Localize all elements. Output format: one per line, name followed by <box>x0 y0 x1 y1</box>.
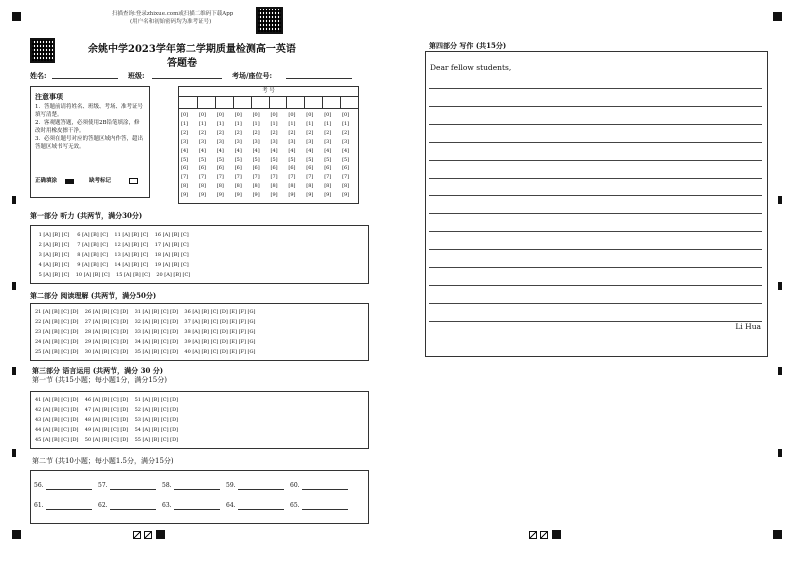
exam-digit-bubble[interactable]: [5] <box>306 156 314 163</box>
exam-digit-bubble[interactable]: [0] <box>234 112 242 118</box>
alignment-mark <box>778 367 782 375</box>
exam-digit-bubble[interactable]: [8] <box>181 183 189 190</box>
writing-line <box>429 321 762 322</box>
blank-answer-field[interactable] <box>174 489 220 490</box>
class-field[interactable] <box>152 78 222 79</box>
page-subtitle: 答题卷 <box>167 58 197 69</box>
part3-blanks-box <box>30 470 369 524</box>
exam-digit-bubble[interactable]: [2] <box>252 129 260 136</box>
correct-fill-label: 正确填涂 <box>35 178 58 184</box>
notes-item: 2．客观题答题，必须使用2B铅笔填涂，修改时用橡皮擦干净。 <box>35 120 140 134</box>
exam-digit-bubble[interactable]: [9] <box>234 192 242 199</box>
grid-column-divider <box>286 96 287 108</box>
writing-line <box>429 160 762 161</box>
writing-line <box>429 249 762 250</box>
exam-digit-bubble[interactable]: [0] <box>181 112 189 118</box>
exam-digit-bubble[interactable]: [5] <box>324 156 332 163</box>
exam-digit-bubble[interactable]: [6] <box>342 165 350 172</box>
page-mark-filled <box>156 530 165 539</box>
page-marker-right <box>529 530 561 539</box>
part3-section1: 第一节 (共15小题；每小题1分，满分15分) <box>32 376 167 384</box>
exam-digit-bubble[interactable]: [2] <box>324 129 332 136</box>
notes-item: 3．必须在题号对应的答题区域内作答，超出答题区域书写无效。 <box>35 136 144 150</box>
writing-line <box>429 124 762 125</box>
exam-digit-bubble[interactable]: [9] <box>306 192 314 199</box>
exam-digit-bubble[interactable]: [0] <box>252 112 260 118</box>
blank-answer-field[interactable] <box>174 509 220 510</box>
answer-row[interactable]: 45 [A] [B] [C] [D] 50 [A] [B] [C] [D] 55 [A] [B] [C] [D] <box>35 437 179 443</box>
exam-digit-bubble[interactable]: [7] <box>342 174 350 181</box>
blank-number: 59. <box>226 482 236 489</box>
part1-answer-box <box>30 225 369 284</box>
exam-digit-bubble[interactable]: [7] <box>198 174 206 181</box>
exam-digit-bubble[interactable]: [0] <box>306 112 314 118</box>
writing-greeting: Dear fellow students, <box>430 63 512 72</box>
blank-number: 61. <box>34 502 44 509</box>
exam-digit-bubble[interactable]: [5] <box>342 156 350 163</box>
exam-digit-bubble[interactable]: [7] <box>252 174 260 181</box>
blank-number: 62. <box>98 502 108 509</box>
exam-digit-bubble[interactable]: [7] <box>270 174 278 181</box>
filled-sample-icon <box>65 179 74 184</box>
grid-column-divider <box>269 96 270 108</box>
exam-digit-bubble[interactable]: [7] <box>306 174 314 181</box>
blank-answer-field[interactable] <box>46 489 92 490</box>
exam-digit-bubble[interactable]: [8] <box>342 183 350 190</box>
exam-number-grid <box>178 86 359 204</box>
exam-digit-bubble[interactable]: [3] <box>324 138 332 145</box>
part2-title: 第二部分 阅读理解 (共两节，满分50分) <box>30 291 157 300</box>
page-check-icon <box>529 531 537 539</box>
exam-digit-bubble[interactable]: [4] <box>288 147 296 154</box>
writing-line <box>429 231 762 232</box>
alignment-mark <box>778 196 782 204</box>
exam-digit-bubble[interactable]: [1] <box>270 120 278 127</box>
exam-digit-bubble[interactable]: [3] <box>252 138 260 145</box>
part2-answer-box <box>30 303 369 361</box>
exam-digit-bubble[interactable]: [8] <box>288 183 296 190</box>
writing-signature: Li Hua <box>735 322 761 331</box>
exam-digit-bubble[interactable]: [2] <box>342 129 350 136</box>
exam-digit-bubble[interactable]: [5] <box>270 156 278 163</box>
alignment-mark <box>778 282 782 290</box>
grid-column-divider <box>197 96 198 108</box>
writing-line <box>429 88 762 89</box>
blank-answer-field[interactable] <box>46 509 92 510</box>
exam-digit-bubble[interactable]: [0] <box>342 112 350 118</box>
notes-item: 1．答题前请将姓名、班级、考场、准考证号填写清楚。 <box>35 104 144 118</box>
blank-number: 63. <box>162 502 172 509</box>
exam-digit-bubble[interactable]: [3] <box>198 138 206 145</box>
writing-line <box>429 195 762 196</box>
answer-row[interactable]: 3 [A] [B] [C] 8 [A] [B] [C] 13 [A] [B] [C] 18 [A] [B] [C] <box>37 252 189 258</box>
part1-title: 第一部分 听力 (共两节，满分30分) <box>30 211 143 220</box>
alignment-mark <box>12 449 16 457</box>
exam-digit-bubble[interactable]: [8] <box>252 183 260 190</box>
grid-column-divider <box>304 96 305 108</box>
exam-digit-bubble[interactable]: [5] <box>181 156 189 163</box>
notes-box <box>30 86 150 198</box>
exam-digit-bubble[interactable]: [9] <box>270 192 278 199</box>
writing-line <box>429 285 762 286</box>
exam-digit-bubble[interactable]: [3] <box>181 138 189 145</box>
answer-row[interactable]: 43 [A] [B] [C] [D] 48 [A] [B] [C] [D] 53 [A] [B] [C] [D] <box>35 417 179 423</box>
alignment-mark <box>12 196 16 204</box>
exam-digit-bubble[interactable]: [8] <box>234 183 242 190</box>
absent-mark-checkbox[interactable] <box>129 178 138 184</box>
seat-label: 考场/座位号: <box>232 71 273 80</box>
blank-answer-field[interactable] <box>302 509 348 510</box>
exam-digit-bubble[interactable]: [1] <box>324 120 332 127</box>
exam-digit-bubble[interactable]: [2] <box>270 129 278 136</box>
exam-digit-bubble[interactable]: [6] <box>306 165 314 172</box>
exam-digit-bubble[interactable]: [4] <box>234 147 242 154</box>
blank-number: 65. <box>290 502 300 509</box>
exam-digit-bubble[interactable]: [6] <box>288 165 296 172</box>
blank-number: 64. <box>226 502 236 509</box>
exam-digit-bubble[interactable]: [2] <box>288 129 296 136</box>
exam-digit-bubble[interactable]: [6] <box>324 165 332 172</box>
exam-digit-bubble[interactable]: [9] <box>198 192 206 199</box>
writing-line <box>429 213 762 214</box>
blank-answer-field[interactable] <box>238 489 284 490</box>
notes-title: 注意事项 <box>35 92 63 101</box>
alignment-mark <box>778 449 782 457</box>
exam-digit-bubble[interactable]: [6] <box>234 165 242 172</box>
exam-digit-bubble[interactable]: [2] <box>306 129 314 136</box>
blank-number: 57. <box>98 482 108 489</box>
exam-digit-bubble[interactable]: [2] <box>216 129 224 136</box>
class-label: 班级: <box>128 71 145 80</box>
answer-row[interactable]: 24 [A] [B] [C] [D] 29 [A] [B] [C] [D] 34 [A] [B] [C] [D] 39 [A] [B] [C] [D] [E] [F] [G] <box>35 339 256 345</box>
writing-line <box>429 303 762 304</box>
exam-digit-bubble[interactable]: [0] <box>324 112 332 118</box>
exam-digit-bubble[interactable]: [6] <box>181 165 189 172</box>
writing-line <box>429 267 762 268</box>
answer-row[interactable]: 22 [A] [B] [C] [D] 27 [A] [B] [C] [D] 32 [A] [B] [C] [D] 37 [A] [B] [C] [D] [E] [F] [G] <box>35 319 256 325</box>
alignment-mark <box>773 12 782 21</box>
grid-column-divider <box>322 96 323 108</box>
exam-digit-bubble[interactable]: [1] <box>234 120 242 127</box>
exam-digit-bubble[interactable]: [7] <box>288 174 296 181</box>
exam-digit-bubble[interactable]: [7] <box>324 174 332 181</box>
exam-digit-bubble[interactable]: [8] <box>306 183 314 190</box>
blank-answer-field[interactable] <box>110 509 156 510</box>
blank-answer-field[interactable] <box>238 509 284 510</box>
name-label: 姓名: <box>30 71 47 80</box>
exam-digit-bubble[interactable]: [5] <box>216 156 224 163</box>
part3-section2: 第二节 (共10小题；每小题1.5分，满分15分) <box>32 457 174 465</box>
exam-digit-bubble[interactable]: [9] <box>181 192 189 199</box>
exam-digit-bubble[interactable]: [8] <box>198 183 206 190</box>
answer-row[interactable]: 41 [A] [B] [C] [D] 46 [A] [B] [C] [D] 51 [A] [B] [C] [D] <box>35 397 179 403</box>
page-title: 余姚中学2023学年第二学期质量检测高一英语 <box>88 44 296 55</box>
exam-digit-bubble[interactable]: [0] <box>198 112 206 118</box>
exam-digit-bubble[interactable]: [5] <box>198 156 206 163</box>
grid-column-divider <box>251 96 252 108</box>
alignment-mark <box>12 12 21 21</box>
blank-answer-field[interactable] <box>110 489 156 490</box>
scan-note-sub: (用户名和初始密码均为准考证号) <box>130 19 212 25</box>
answer-row[interactable]: 1 [A] [B] [C] 6 [A] [B] [C] 11 [A] [B] [C] 16 [A] [B] [C] <box>37 232 189 238</box>
answer-row[interactable]: 4 [A] [B] [C] 9 [A] [B] [C] 14 [A] [B] [C] 19 [A] [B] [C] <box>37 262 189 268</box>
exam-digit-bubble[interactable]: [0] <box>216 112 224 118</box>
exam-digit-bubble[interactable]: [1] <box>216 120 224 127</box>
exam-digit-bubble[interactable]: [3] <box>306 138 314 145</box>
answer-row[interactable]: 21 [A] [B] [C] [D] 26 [A] [B] [C] [D] 31 [A] [B] [C] [D] 36 [A] [B] [C] [D] [E] [F] [G] <box>35 309 256 315</box>
blank-answer-field[interactable] <box>302 489 348 490</box>
alignment-mark <box>12 367 16 375</box>
scan-note: 扫描查询:登录zhixue.com或扫描二维码下载App <box>112 11 234 17</box>
seat-field[interactable] <box>286 78 352 79</box>
exam-digit-bubble[interactable]: [7] <box>181 174 189 181</box>
page-check-icon <box>540 531 548 539</box>
exam-digit-bubble[interactable]: [6] <box>252 165 260 172</box>
qr-code-icon <box>30 38 55 63</box>
writing-box[interactable] <box>425 51 768 357</box>
exam-digit-bubble[interactable]: [0] <box>270 112 278 118</box>
exam-digit-bubble[interactable]: [1] <box>252 120 260 127</box>
answer-row[interactable]: 23 [A] [B] [C] [D] 28 [A] [B] [C] [D] 33 [A] [B] [C] [D] 38 [A] [B] [C] [D] [E] [F] [G] <box>35 329 256 335</box>
exam-digit-bubble[interactable]: [4] <box>342 147 350 154</box>
page-marker-left <box>133 530 165 539</box>
part4-title: 第四部分 写作 (共15分) <box>429 41 507 50</box>
exam-digit-bubble[interactable]: [7] <box>216 174 224 181</box>
alignment-mark <box>12 282 16 290</box>
page-mark-filled <box>552 530 561 539</box>
exam-digit-bubble[interactable]: [6] <box>198 165 206 172</box>
blank-number: 60. <box>290 482 300 489</box>
exam-digit-bubble[interactable]: [1] <box>198 120 206 127</box>
exam-digit-bubble[interactable]: [6] <box>270 165 278 172</box>
exam-digit-bubble[interactable]: [4] <box>198 147 206 154</box>
exam-digit-bubble[interactable]: [9] <box>342 192 350 199</box>
part3-answer-box <box>30 391 369 449</box>
grid-divider <box>179 108 358 109</box>
exam-digit-bubble[interactable]: [9] <box>324 192 332 199</box>
exam-digit-bubble[interactable]: [3] <box>234 138 242 145</box>
exam-digit-bubble[interactable]: [5] <box>234 156 242 163</box>
alignment-mark <box>12 530 21 539</box>
writing-line <box>429 178 762 179</box>
blank-number: 58. <box>162 482 172 489</box>
answer-row[interactable]: 2 [A] [B] [C] 7 [A] [B] [C] 12 [A] [B] [C] 17 [A] [B] [C] <box>37 242 189 248</box>
exam-digit-bubble[interactable]: [1] <box>288 120 296 127</box>
writing-line <box>429 142 762 143</box>
exam-digit-bubble[interactable]: [2] <box>198 129 206 136</box>
exam-digit-bubble[interactable]: [8] <box>270 183 278 190</box>
exam-digit-bubble[interactable]: [3] <box>270 138 278 145</box>
alignment-mark <box>773 530 782 539</box>
grid-column-divider <box>233 96 234 108</box>
exam-digit-bubble[interactable]: [0] <box>288 112 296 118</box>
exam-digit-bubble[interactable]: [5] <box>252 156 260 163</box>
exam-digit-bubble[interactable]: [4] <box>324 147 332 154</box>
exam-digit-bubble[interactable]: [4] <box>252 147 260 154</box>
exam-digit-bubble[interactable]: [7] <box>234 174 242 181</box>
name-field[interactable] <box>52 78 118 79</box>
qr-code-icon <box>256 7 283 34</box>
exam-digit-bubble[interactable]: [1] <box>306 120 314 127</box>
exam-digit-bubble[interactable]: [9] <box>288 192 296 199</box>
exam-digit-bubble[interactable]: [1] <box>342 120 350 127</box>
writing-line <box>429 106 762 107</box>
exam-digit-bubble[interactable]: [4] <box>181 147 189 154</box>
exam-digit-bubble[interactable]: [5] <box>288 156 296 163</box>
answer-row[interactable]: 5 [A] [B] [C] 10 [A] [B] [C] 15 [A] [B] [C] 20 [A] [B] [C] <box>37 272 191 278</box>
exam-digit-bubble[interactable]: [2] <box>234 129 242 136</box>
exam-digit-bubble[interactable]: [8] <box>216 183 224 190</box>
exam-digit-bubble[interactable]: [9] <box>252 192 260 199</box>
answer-row[interactable]: 44 [A] [B] [C] [D] 49 [A] [B] [C] [D] 54 [A] [B] [C] [D] <box>35 427 179 433</box>
exam-digit-bubble[interactable]: [2] <box>181 129 189 136</box>
exam-digit-bubble[interactable]: [4] <box>216 147 224 154</box>
exam-digit-bubble[interactable]: [1] <box>181 120 189 127</box>
blank-number: 56. <box>34 482 44 489</box>
absent-label: 缺考标记 <box>89 178 112 184</box>
exam-digit-bubble[interactable]: [6] <box>216 165 224 172</box>
exam-digit-bubble[interactable]: [3] <box>342 138 350 145</box>
exam-digit-bubble[interactable]: [4] <box>306 147 314 154</box>
page-check-icon <box>133 531 141 539</box>
grid-column-divider <box>340 96 341 108</box>
part3-title: 第三部分 语言运用 (共两节，满分 30 分) <box>32 366 164 375</box>
answer-row[interactable]: 42 [A] [B] [C] [D] 47 [A] [B] [C] [D] 52 [A] [B] [C] [D] <box>35 407 179 413</box>
exam-digit-bubble[interactable]: [8] <box>324 183 332 190</box>
exam-number-header: 考 号 <box>179 87 358 97</box>
grid-column-divider <box>215 96 216 108</box>
exam-digit-bubble[interactable]: [3] <box>288 138 296 145</box>
exam-digit-bubble[interactable]: [4] <box>270 147 278 154</box>
exam-digit-bubble[interactable]: [3] <box>216 138 224 145</box>
exam-digit-bubble[interactable]: [9] <box>216 192 224 199</box>
page-check-icon <box>144 531 152 539</box>
answer-row[interactable]: 25 [A] [B] [C] [D] 30 [A] [B] [C] [D] 35 [A] [B] [C] [D] 40 [A] [B] [C] [D] [E] [F] [G] <box>35 349 256 355</box>
